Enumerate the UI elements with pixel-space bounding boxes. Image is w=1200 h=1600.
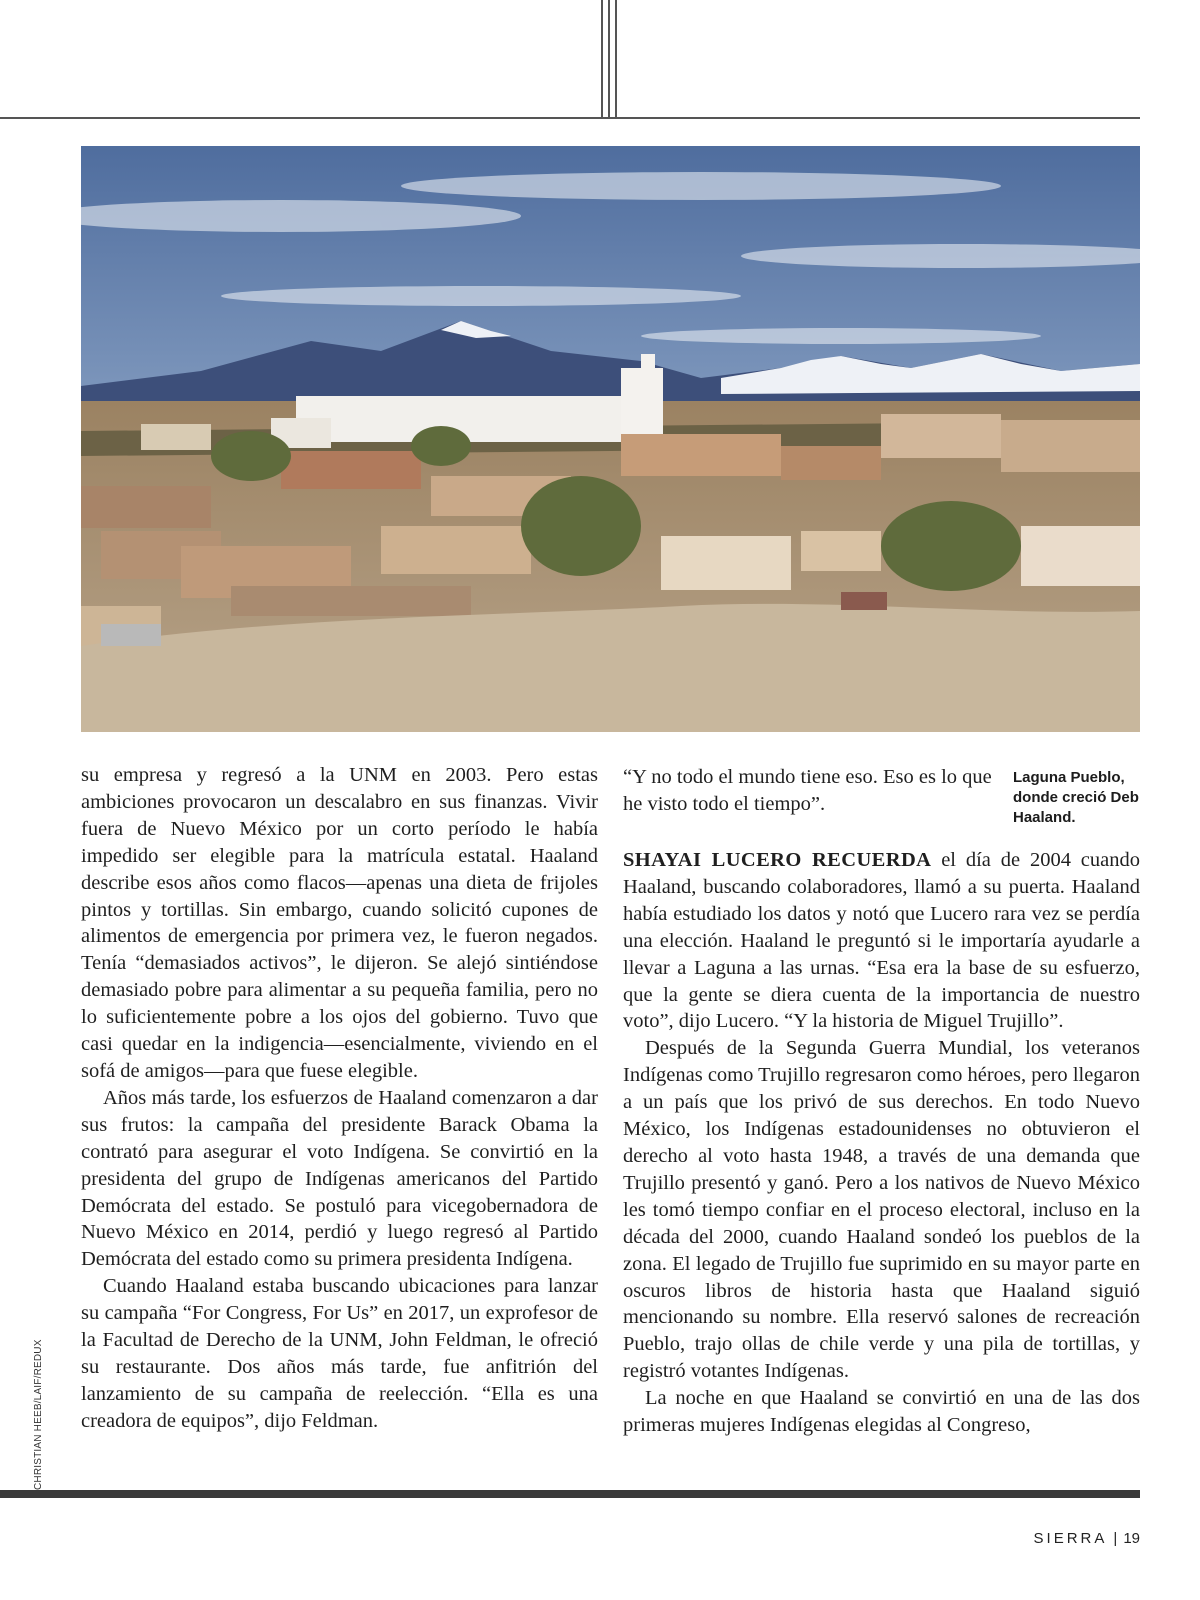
paragraph: Después de la Segunda Guerra Mundial, los veteranos Indígenas como Trujillo regresaron como héroes, pero llegaron a un país que los privó de sus derechos. En todo Nuevo México, los Indígenas estadounidenses no obtuvieron el derecho al voto hasta 1948, a través de una demanda que Trujillo presentó y ganó. Pero a los nativos de Nuevo México les tomó tiempo confiar en el proceso electoral, incluso en la década del 2000, cuando Haaland sondeó los pueblos de la zona. El legado de Trujillo fue suprimido en su mayor parte en oscuros libros de historia hasta que Haaland siguió mencionando su nombre. Ella reservó salones de recreación Pueblo, trajo ollas de chile verde y una pila de tortillas, y registró votantes Indígenas. bbox=[623, 1037, 1140, 1383]
paragraph bbox=[623, 847, 1140, 1035]
article-column-right bbox=[623, 847, 1140, 1439]
article-column-left bbox=[81, 762, 598, 1435]
paragraph: su empresa y regresó a la UNM en 2003. Pero estas ambiciones provocaron un descalabro en sus finanzas. Vivir fuera de Nuevo México por un corto período le había impedido ser elegible para la matrícula estatal. Haaland describe esos años como flacos—apenas una dieta de frijoles pintos y tortillas. Sin embargo, cuando solicitó cupones de alimentos de emergencia por primera vez, le fueron negados. Tenía “demasiados activos”, le dijeron. Se alejó sintiéndose demasiado pobre para alimentar a su pequeña familia, pero no lo suficientemente pobre a los ojos del gobierno. Tuvo que casi quedar en la indigencia—esencialmente, viviendo en el sofá de amigos—para que fuese elegible. bbox=[81, 764, 598, 1082]
paragraph: La noche en que Haaland se convirtió en una de las dos primeras mujeres Indígenas elegidas al Congreso, bbox=[623, 1387, 1140, 1437]
header-divider-line-3 bbox=[615, 0, 617, 118]
magazine-name: SIERRA bbox=[1033, 1530, 1108, 1547]
laguna-pueblo-photo bbox=[81, 146, 1140, 732]
folio-separator: | bbox=[1113, 1530, 1118, 1547]
paragraph: Años más tarde, los esfuerzos de Haaland comenzaron a dar sus frutos: la campaña del presidente Barack Obama la contrató para asegurar el voto Indígena. Se convirtió en la presidenta del grupo de Indígenas americanos del Partido Demócrata del estado. Se postuló para vicegobernadora de Nuevo México en 2014, perdió y luego regresó al Partido Demócrata del estado como su primera presidenta Indígena. bbox=[81, 1086, 598, 1271]
photo-caption: Laguna Pueblo, donde creció Deb Haaland. bbox=[1013, 769, 1139, 826]
header-rule bbox=[0, 117, 1140, 119]
paragraph: Cuando Haaland estaba buscando ubicaciones para lanzar su campaña “For Congress, For Us” en 2017, un exprofesor de la Facultad de Derecho de la UNM, John Feldman, le ofreció su restaurante. Dos años más tarde, fue anfitrión del lanzamiento de su campaña de reelección. “Ella es una creadora de equipos”, dijo Feldman. bbox=[81, 1275, 598, 1432]
header-divider-line-2 bbox=[608, 0, 610, 118]
section-lead-in: SHAYAI LUCERO RECUERDA bbox=[623, 849, 932, 871]
photo-credit: CHRISTIAN HEEB/LAIF/REDUX bbox=[33, 1339, 44, 1490]
footer-bar bbox=[0, 1490, 1140, 1498]
paragraph-text: el día de 2004 cuando Haaland, buscando colaboradores, llamó a su puerta. Haaland había estudiado los datos y notó que Lucero rara vez se perdía una elección. Haaland le preguntó si le importaría ayudarle a llevar a Laguna a las urnas. “Esa era la base de su esfuerzo, que la gente se diera cuenta de la importancia de nuestro voto”, dijo Lucero. “Y la historia de Miguel Trujillo”. bbox=[623, 849, 1140, 1033]
paragraph: “Y no todo el mundo tiene eso. Eso es lo que he visto todo el tiempo”. bbox=[623, 766, 992, 815]
article-quote-continuation bbox=[623, 764, 993, 818]
page-folio bbox=[1034, 1530, 1140, 1547]
header-divider-line-1 bbox=[601, 0, 603, 118]
page-number: 19 bbox=[1123, 1530, 1140, 1547]
